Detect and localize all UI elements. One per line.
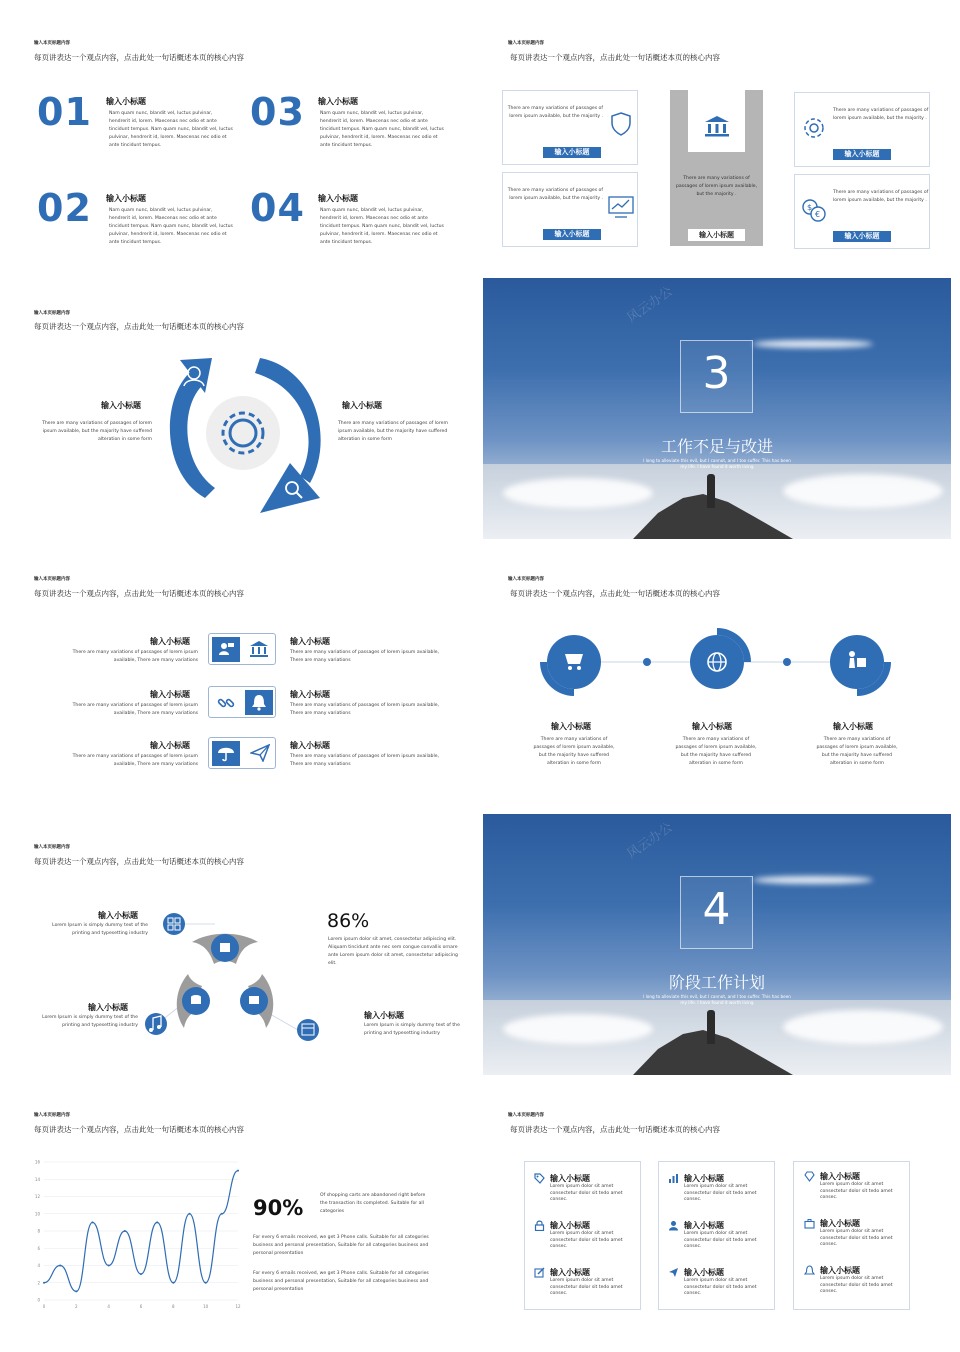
cycle-right-body: There are many variations of passages of lorem ipsum available, but the majority have suffered alteration in some form <box>338 421 448 442</box>
section-caption: I long to alleviate this evil, but I cannot, and I too suffer. This has been my life. I have found it worth living <box>643 994 791 1005</box>
circle-item-title: 输入小标题 <box>692 722 732 731</box>
data-point <box>108 1265 110 1267</box>
x-tick-label: 8 <box>172 1304 175 1309</box>
slide-small-title: 输入本页标题内容 <box>34 845 70 850</box>
feature-body: Lorem ipsum dolor sit amet consectetur dolor sit tedo amet consec. <box>684 1278 757 1296</box>
section-number: 4 <box>702 884 731 935</box>
user-chat-icon <box>217 640 235 658</box>
feature-title: 输入小标题 <box>684 1221 724 1230</box>
feature-card <box>794 174 930 249</box>
feature-title: 输入小标题 <box>684 1174 724 1183</box>
feature-body: Lorem ipsum dolor sit amet consectetur dolor sit tedo amet consec. <box>684 1231 757 1249</box>
cloud <box>783 1010 943 1044</box>
triad-a-body: Lorem Ipsum is simply dummy text of the printing and typesetting industry <box>52 923 148 936</box>
process-circles <box>532 622 902 702</box>
triad-b-title: 输入小标题 <box>88 1003 128 1012</box>
cloud <box>503 1014 653 1044</box>
feature-body: Lorem ipsum dolor sit amet consectetur dolor sit tedo amet consec. <box>550 1184 623 1202</box>
triad-percent: 86% <box>327 910 370 932</box>
feature-title: 输入小标题 <box>820 1266 860 1275</box>
card-text: There are many variations of passages of lorem ipsum available, but the majority . <box>507 106 603 119</box>
feature-card <box>794 92 930 167</box>
chart-para: For every 6 emails received, we get 3 Phone calls. Suitable for all categories business and personal presentation, Suitable for all categories business and personal presentation <box>253 1235 429 1256</box>
icon-pair <box>208 633 276 665</box>
feature-body: Lorem ipsum dolor sit amet consectetur dolor sit tedo amet consec. <box>820 1229 893 1247</box>
slide-three-columns <box>482 1082 952 1346</box>
item-body: Nam quam nunc, blandit vel, luctus pulvinar, hendrerit id, lorem. Maecenas nec odio et ante tincidunt tempus. Nam quam nunc, blandit vel, luctus pulvinar, hendrerit id, lorem. Maecenas nec odio et ante tincidunt tempus. <box>109 111 233 148</box>
currency-icon <box>801 197 827 223</box>
slide-main-title: 每页讲表达一个观点内容，点击此处一句话概述本页的核心内容 <box>34 1125 244 1134</box>
card-text: There are many variations of passages of lorem ipsum available, but the majority . <box>507 188 603 201</box>
watermark: 风云办公 <box>624 284 676 327</box>
row-left-title: 输入小标题 <box>150 741 190 750</box>
row-left-body: There are many variations of passages of lorem ipsum available, There are many variations <box>72 703 198 716</box>
chart-para: For every 6 emails received, we get 3 Phone calls. Suitable for all categories business and personal presentation, Suitable for all categories business and personal presentation <box>253 1271 429 1292</box>
row-right-title: 输入小标题 <box>290 637 330 646</box>
circle-item-title: 输入小标题 <box>551 722 591 731</box>
center-card-text: There are many variations of passages of lorem ipsum available, but the majority . <box>675 176 758 197</box>
y-tick-label: 14 <box>34 1176 40 1182</box>
feature-body: Lorem ipsum dolor sit amet consectetur dolor sit tedo amet consec. <box>684 1184 757 1202</box>
slide-small-title: 输入本页标题内容 <box>34 577 70 582</box>
person-silhouette <box>707 1010 715 1044</box>
feature-title: 输入小标题 <box>684 1268 724 1277</box>
chart-percent-note: Of shopping carts are abandoned right before the transaction its completed. Suitable for all categories <box>320 1193 426 1214</box>
bars-icon <box>668 1173 679 1184</box>
item-body: Nam quam nunc, blandit vel, luctus pulvinar, hendrerit id, lorem. Maecenas nec odio et ante tincidunt tempus. Nam quam nunc, blandit vel, luctus pulvinar, hendrerit id, lorem. Maecenas nec odio et ante tincidunt tempus. <box>109 208 233 245</box>
feature-title: 输入小标题 <box>820 1219 860 1228</box>
item-number: 04 <box>250 186 305 230</box>
y-tick-label: 16 <box>34 1159 40 1165</box>
item-number: 02 <box>37 186 92 230</box>
slide-cycle <box>0 278 470 542</box>
slide-main-title: 每页讲表达一个观点内容，点击此处一句话概述本页的核心内容 <box>510 53 720 62</box>
cycle-right-title: 输入小标题 <box>342 401 382 410</box>
data-point <box>172 1282 174 1284</box>
triad-percent-body: Lorem ipsum dolor sit amet, consectetur adipiscing elit. Aliquam tincidunt ante nec sem congue convallis ornare ante Lorem ipsum dolor sit amet, consectetur adipiscing elit. <box>328 937 458 966</box>
x-tick-label: 0 <box>42 1304 46 1309</box>
section-slide-3 <box>483 278 951 539</box>
link-broken-icon <box>216 693 236 713</box>
section-number: 3 <box>702 348 731 399</box>
bank-icon <box>703 114 731 138</box>
circle-item-body: There are many variations of passages of lorem ipsum available, but the majority have suffered alteration in some form <box>675 737 757 766</box>
card-text: There are many variations of passages of lorem ipsum available, but the majority . <box>833 190 929 203</box>
data-point <box>43 1282 45 1284</box>
triad-c-title: 输入小标题 <box>364 1011 404 1020</box>
item-body: Nam quam nunc, blandit vel, luctus pulvinar, hendrerit id, lorem. Maecenas nec odio et ante tincidunt tempus. Nam quam nunc, blandit vel, luctus pulvinar, hendrerit id, lorem. Maecenas nec odio et ante tincidunt tempus. <box>320 208 444 245</box>
feature-title: 输入小标题 <box>550 1221 590 1230</box>
slide-small-title: 输入本页标题内容 <box>508 41 544 46</box>
triad-a-title: 输入小标题 <box>98 911 138 920</box>
cloud <box>753 340 873 348</box>
y-tick-label: 4 <box>37 1263 40 1268</box>
diamond-icon <box>804 1171 815 1182</box>
slide-main-title: 每页讲表达一个观点内容，点击此处一句话概述本页的核心内容 <box>34 589 244 598</box>
slide-small-title: 输入本页标题内容 <box>34 41 70 46</box>
card-label: 输入小标题 <box>543 229 601 240</box>
row-right-body: There are many variations of passages of lorem ipsum available, There are many variations <box>290 754 440 767</box>
briefcase-icon <box>804 1218 815 1229</box>
cloud <box>503 478 653 508</box>
card-label: 输入小标题 <box>833 231 891 242</box>
slide-cards <box>482 10 952 274</box>
slide-main-title: 每页讲表达一个观点内容，点击此处一句话概述本页的核心内容 <box>34 322 244 331</box>
feature-title: 输入小标题 <box>550 1268 590 1277</box>
slide-line-chart <box>0 1082 470 1346</box>
row-right-body: There are many variations of passages of lorem ipsum available, There are many variations <box>290 650 440 663</box>
section-caption: I long to alleviate this evil, but I cannot, and I too suffer. This has been my life. I have found it worth living <box>643 458 791 469</box>
y-tick-label: 0 <box>37 1297 40 1303</box>
person-silhouette <box>707 474 715 508</box>
item-title: 输入小标题 <box>318 194 358 203</box>
slide-small-title: 输入本页标题内容 <box>508 577 544 582</box>
slide-small-title: 输入本页标题内容 <box>508 1113 544 1118</box>
slide-icon-rows <box>0 546 470 810</box>
y-tick-label: 6 <box>37 1245 40 1251</box>
data-point <box>140 1273 142 1275</box>
slide-numbered-list <box>0 10 470 274</box>
slide-main-title: 每页讲表达一个观点内容，点击此处一句话概述本页的核心内容 <box>510 1125 720 1134</box>
x-tick-label: 10 <box>203 1304 209 1309</box>
triad-diagram <box>140 906 330 1056</box>
center-card <box>670 90 763 246</box>
y-tick-label: 2 <box>37 1280 40 1286</box>
cycle-diagram <box>150 348 340 518</box>
feature-body: Lorem ipsum dolor sit amet consectetur dolor sit tedo amet consec. <box>820 1182 893 1200</box>
card-label: 输入小标题 <box>833 149 891 160</box>
row-left-body: There are many variations of passages of lorem ipsum available, There are many variations <box>72 650 198 663</box>
feature-card <box>502 90 638 165</box>
card-label: 输入小标题 <box>543 147 601 158</box>
circle-item-body: There are many variations of passages of lorem ipsum available, but the majority have suffered alteration in some form <box>533 737 615 766</box>
card-text: There are many variations of passages of lorem ipsum available, but the majority . <box>833 108 929 121</box>
row-right-title: 输入小标题 <box>290 690 330 699</box>
data-point <box>205 1282 207 1284</box>
item-title: 输入小标题 <box>106 97 146 106</box>
cloud <box>753 876 873 884</box>
watermark: 风云办公 <box>624 820 676 863</box>
section-title: 工作不足与改进 <box>660 437 773 456</box>
feature-body: Lorem ipsum dolor sit amet consectetur dolor sit tedo amet consec. <box>550 1278 623 1296</box>
svg-text:€: € <box>815 210 821 219</box>
feature-title: 输入小标题 <box>820 1172 860 1181</box>
x-tick-label: 2 <box>75 1304 78 1309</box>
data-point <box>124 1230 126 1232</box>
row-right-body: There are many variations of passages of lorem ipsum available, There are many variations <box>290 703 440 716</box>
item-body: Nam quam nunc, blandit vel, luctus pulvinar, hendrerit id, lorem. Maecenas nec odio et ante tincidunt tempus. Nam quam nunc, blandit vel, luctus pulvinar, hendrerit id, lorem. Maecenas nec odio et ante tincidunt tempus. <box>320 111 444 148</box>
data-point <box>156 1221 158 1223</box>
slide-main-title: 每页讲表达一个观点内容，点击此处一句话概述本页的核心内容 <box>34 53 244 62</box>
data-point <box>59 1265 61 1267</box>
x-tick-label: 6 <box>139 1304 143 1309</box>
bell-icon <box>251 693 267 711</box>
slide-small-title: 输入本页标题内容 <box>34 1113 70 1118</box>
lock-icon <box>534 1220 545 1231</box>
feature-body: Lorem ipsum dolor sit amet consectetur dolor sit tedo amet consec. <box>820 1276 893 1294</box>
slide-main-title: 每页讲表达一个观点内容，点击此处一句话概述本页的核心内容 <box>34 857 244 866</box>
row-left-title: 输入小标题 <box>150 637 190 646</box>
row-right-title: 输入小标题 <box>290 741 330 750</box>
data-point <box>221 1213 223 1215</box>
umbrella-icon <box>217 744 235 762</box>
y-tick-label: 8 <box>37 1228 40 1234</box>
line-chart <box>28 1154 246 1312</box>
x-tick-label: 4 <box>107 1304 110 1309</box>
edit-icon <box>534 1267 545 1278</box>
user-icon <box>668 1220 679 1231</box>
icon-pair <box>208 686 276 718</box>
data-point <box>237 1170 239 1172</box>
bank-icon <box>249 640 269 658</box>
slide-small-title: 输入本页标题内容 <box>34 311 70 316</box>
plane-icon <box>668 1267 679 1278</box>
svg-text:$: $ <box>807 203 813 212</box>
section-slide-4 <box>483 814 951 1075</box>
section-title: 阶段工作计划 <box>668 973 765 992</box>
chart-icon <box>607 195 635 219</box>
gear-icon <box>801 115 827 141</box>
feature-body: Lorem ipsum dolor sit amet consectetur dolor sit tedo amet consec. <box>550 1231 623 1249</box>
icon-pair <box>208 737 276 769</box>
x-tick-label: 12 <box>235 1304 241 1309</box>
cycle-left-body: There are many variations of passages of lorem ipsum available, but the majority have suffered alteration in some form <box>42 421 152 442</box>
slide-three-circles <box>482 546 952 810</box>
feature-card <box>502 172 638 247</box>
center-card-label: 输入小标题 <box>688 229 745 241</box>
bell-icon <box>804 1265 815 1276</box>
data-point <box>189 1213 191 1215</box>
y-tick-label: 10 <box>34 1211 40 1217</box>
tag-icon <box>534 1173 545 1184</box>
circle-item-title: 输入小标题 <box>833 722 873 731</box>
item-title: 输入小标题 <box>106 194 146 203</box>
chart-percent: 90% <box>253 1196 304 1220</box>
y-tick-label: 12 <box>34 1194 40 1199</box>
data-point <box>75 1290 77 1292</box>
cycle-left-title: 输入小标题 <box>101 401 141 410</box>
circle-item-body: There are many variations of passages of lorem ipsum available, but the majority have suffered alteration in some form <box>816 737 898 766</box>
item-number: 03 <box>250 90 305 134</box>
paper-plane-icon <box>250 744 270 762</box>
data-point <box>92 1221 94 1223</box>
shield-icon <box>609 111 633 137</box>
slide-triad <box>0 814 470 1078</box>
row-left-body: There are many variations of passages of lorem ipsum available, There are many variations <box>72 754 198 767</box>
row-left-title: 输入小标题 <box>150 690 190 699</box>
feature-title: 输入小标题 <box>550 1174 590 1183</box>
cloud <box>783 474 943 508</box>
item-number: 01 <box>37 90 92 134</box>
item-title: 输入小标题 <box>318 97 358 106</box>
triad-b-body: Lorem Ipsum is simply dummy text of the printing and typesetting industry <box>42 1015 138 1028</box>
slide-main-title: 每页讲表达一个观点内容，点击此处一句话概述本页的核心内容 <box>510 589 720 598</box>
triad-c-body: Lorem Ipsum is simply dummy text of the printing and typesetting industry <box>364 1023 460 1036</box>
